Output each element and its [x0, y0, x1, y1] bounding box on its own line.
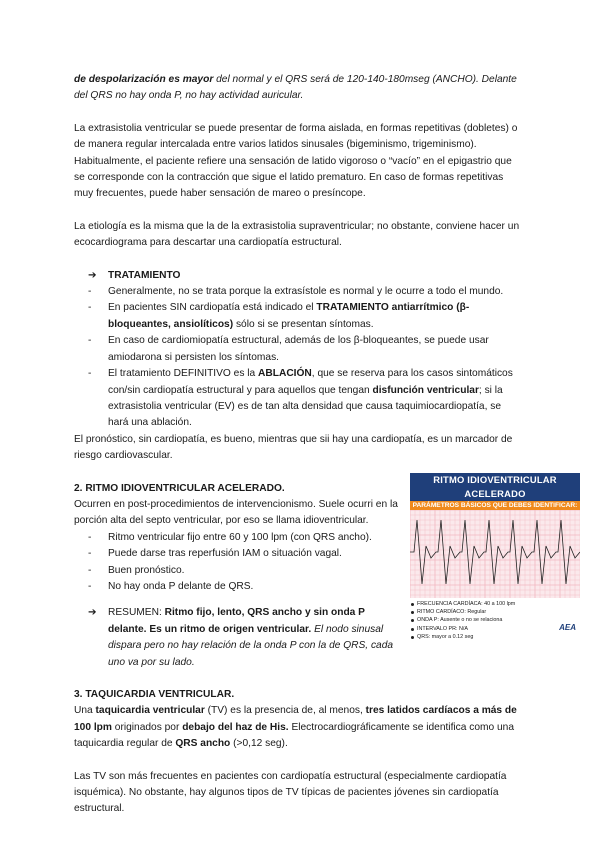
list-item-text: En caso de cardiomiopatía estructural, además de los β-bloqueantes, se puede usar amiodarona si persisten los síntomas.	[108, 335, 489, 363]
list-item: - En pacientes SIN cardiopatía está indicado el TRATAMIENTO antiarrítmico (β-bloqueantes, ansiolíticos) sólo si se presentan síntomas.	[88, 302, 470, 330]
list-item: - En caso de cardiomiopatía estructural, además de los β-bloqueantes, se puede usar amiodarona si persisten los síntomas.	[88, 335, 489, 363]
list-item-text: Puede darse tras reperfusión IAM o situación vagal.	[108, 548, 342, 560]
list-item: - Buen pronóstico.	[88, 564, 185, 576]
figure-parameter-list	[410, 600, 580, 642]
list-item-text: Ritmo ventricular fijo entre 60 y 100 lpm (con QRS ancho).	[108, 531, 372, 543]
section-3-paragraph-1: Una taquicardia ventricular (TV) es la presencia de, al menos, tres latidos cardíacos a más de 100 lpm originados por debajo del haz de His. Electrocardiográficamente se identifica como una taquicardia regular de QRS ancho (>0,12 seg).	[74, 705, 517, 750]
figure-subtitle: PARÁMETROS BÁSICOS QUE DEBES IDENTIFICAR:	[410, 501, 580, 510]
section-2-heading: 2. RITMO IDIOVENTRICULAR ACELERADO.	[74, 482, 285, 494]
list-item-text: No hay onda P delante de QRS.	[108, 580, 254, 592]
resumen-label: RESUMEN:	[108, 607, 165, 619]
section-2-body	[74, 497, 404, 671]
list-item-bold: TRATAMIENTO antiarrítmico (β-bloqueantes, ansiolíticos)	[108, 302, 470, 330]
section-3-heading: 3. TAQUICARDIA VENTRICULAR.	[74, 689, 235, 700]
list-item: FRECUENCIA CARDÍACA: 40 a 100 lpm	[410, 600, 580, 608]
list-item-bold: ABLACIÓN	[258, 368, 312, 380]
tratamiento-heading	[74, 268, 524, 284]
paragraph-etiologia: La etiología es la misma que la de la extrasistolia supraventricular; no obstante, conviene hacer un ecocardiograma para descartar una cardiopatía estructural.	[74, 220, 520, 249]
list-item: ONDA P: Ausente o no se relaciona	[410, 616, 580, 624]
list-item-text: ; si la extrasistolia ventricular (EV) es de tan alta densidad que causa taquimiocardiopatía, se hará una ablación.	[108, 384, 503, 429]
list-item-text: sólo si se presentan síntomas.	[233, 318, 374, 330]
list-item: QRS: mayor a 0.12 seg	[410, 633, 580, 641]
section-2-intro: Ocurren en post-procedimientos de intervencionismo. Suele ocurri en la porción alta del septo ventricular, por eso se llama idioventricular.	[74, 498, 398, 527]
section-ritmo-idioventricular	[74, 473, 578, 671]
paragraph-pronostico: El pronóstico, sin cardiopatía, es bueno, mientras que sii hay una cardiopatía, es un marcador de riesgo cardiovascular.	[74, 433, 513, 462]
list-item: RITMO CARDÍACO: Regular	[410, 608, 580, 616]
list-item: INTERVALO PR: N/A	[410, 625, 580, 633]
intro-paragraph	[74, 72, 524, 105]
list-item-text: Buen pronóstico.	[108, 564, 185, 576]
figure-logo: AEA	[559, 623, 576, 633]
arrow-icon: ➔	[88, 607, 97, 619]
intro-bold-text: de despolarización es mayor	[74, 74, 214, 85]
list-item: - Ritmo ventricular fijo entre 60 y 100 lpm (con QRS ancho).	[88, 531, 372, 543]
list-item-text: , que se reserva para los casos sintomáticos con/sin cardiopatía estructural y para aquellos que tengan	[108, 368, 513, 396]
list-item-text: Generalmente, no se trata porque la extrasístole es normal y le ocurre a todo el mundo.	[108, 286, 504, 298]
list-item-text: El tratamiento DEFINITIVO es la	[108, 368, 259, 380]
resumen-italic: El nodo sinusal dispara pero no hay relación de la onda P con la de QRS, cada uno va por su lado.	[108, 623, 394, 668]
tratamiento-list	[74, 284, 524, 432]
ecg-figure	[410, 473, 580, 639]
list-item: - El tratamiento DEFINITIVO es la ABLACIÓN, que se reserva para los casos sintomáticos con/sin cardiopatía estructural y para aquellos que tengan disfunción ventricular; si la extrasistolia ventricular (EV) es de tan alta densidad que causa taquimiocardiopatía, se hará una ablación.	[88, 368, 513, 429]
resumen-bold: Ritmo fijo, lento, QRS ancho y sin onda P delante. Es un ritmo de origen ventricular.	[108, 607, 365, 635]
paragraph-sintomas: Habitualmente, el paciente refiere una sensación de latido vigoroso o “vacío” en el epigastrio que se corresponde con la contracción que sigue el latido prematuro. En caso de formas repetitivas muy frecuentes, puede haber sensación de mareo o presíncope.	[74, 155, 512, 200]
figure-title: RITMO IDIOVENTRICULAR ACELERADO	[410, 473, 580, 501]
resumen-block	[74, 605, 404, 671]
list-item: - No hay onda P delante de QRS.	[88, 580, 254, 592]
arrow-icon: ➔	[88, 269, 97, 281]
section-2-list	[74, 530, 404, 596]
list-item: - Puede darse tras reperfusión IAM o situación vagal.	[88, 548, 342, 560]
section-3-paragraph-2: Las TV son más frecuentes en pacientes con cardiopatía estructural (especialmente cardiopatía isquémica). No obstante, hay algunos tipos de TV típicas de pacientes jóvenes sin cardiopatía estructural.	[74, 770, 507, 815]
paragraph-extrasistolia: La extrasistolia ventricular se puede presentar de forma aislada, en formas repetitivas (dobletes) o de manera regular intercalada entre varios latidos sinusales (bigeminismo, trigeminismo).	[74, 122, 518, 151]
document-page	[74, 72, 578, 818]
list-item: - Generalmente, no se trata porque la extrasístole es normal y le ocurre a todo el mundo.	[88, 286, 504, 298]
ecg-strip	[410, 510, 580, 598]
tratamiento-heading-text: TRATAMIENTO	[108, 269, 181, 281]
intro-text: del normal y el QRS será de 120-140-180mseg (ANCHO). Delante del QRS no hay onda P, no hay actividad auricular.	[74, 74, 517, 102]
list-item-text: En pacientes SIN cardiopatía está indicado el	[108, 302, 317, 314]
list-item-bold: disfunción ventricular	[372, 384, 479, 396]
